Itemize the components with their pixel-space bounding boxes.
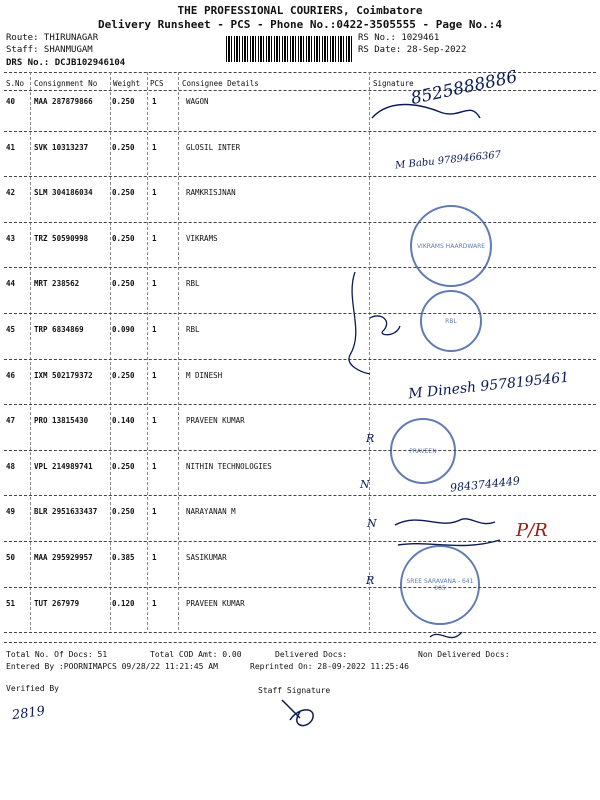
row-weight: 0.250 [112,142,135,152]
row-consignee: PRAVEEN KUMAR [186,598,245,608]
row-consignment: MRT 238562 [34,279,80,289]
row-consignee: SASIKUMAR [186,553,227,562]
non-delivered-docs: Non Delivered Docs: [418,650,510,659]
row-pcs: 1 [152,416,157,426]
row-weight: 0.120 [112,598,135,608]
rubber-stamp: PRAVEEN [390,418,456,484]
handwritten-mark: N [360,478,370,491]
row-consignee: NITHIN TECHNOLOGIES [186,461,272,471]
total-docs: Total No. Of Docs: 51 [6,650,108,659]
row-consignee: PRAVEEN KUMAR [186,416,245,426]
rs-date: RS Date: 28-Sep-2022 [358,45,467,55]
rubber-stamp: RBL [420,290,482,352]
row-weight: 0.140 [112,416,135,426]
row-weight: 0.250 [112,279,135,289]
row-consignee: RBL [186,279,200,289]
row-consignee: WAGON [186,97,209,106]
row-weight: 0.385 [112,553,135,562]
row-weight: 0.250 [112,188,135,198]
row-pcs: 1 [152,233,157,243]
row-pcs: 1 [152,142,157,152]
row-consignee: RAMKRISJNAN [186,188,236,198]
row-weight: 0.250 [112,370,135,380]
staff-signature-label: Staff Signature [258,686,331,695]
handwritten-phone: 8525888886 [409,66,520,110]
row-consignment: TUT 267979 [34,598,80,608]
verified-initials: 2819 [11,703,46,724]
staff-label: Staff: SHANMUGAM [6,45,93,55]
handwritten-pr-mark: P/R [516,520,548,541]
row-consignee: NARAYANAN M [186,507,236,517]
signature-scribble [372,105,480,119]
row-sno: 50 [6,553,16,562]
runsheet-subtitle: Delivery Runsheet - PCS - Phone No.:0422-3505555 - Page No.:4 [98,18,502,31]
row-consignment: PRO 13815430 [34,416,89,426]
col-header-weight: Weight [113,79,141,88]
verified-by-label: Verified By [6,684,59,693]
row-sno: 43 [6,233,16,243]
row-consignment: BLR 2951633437 [34,507,98,517]
handwritten-mark: R [366,432,375,445]
row-sno: 48 [6,461,16,471]
row-consignment: SLM 304186034 [34,188,93,198]
col-header-sno: S.No [6,79,25,88]
row-consignment: VPL 214989741 [34,461,93,471]
row-pcs: 1 [152,370,157,380]
row-consignee: M DINESH [186,370,223,380]
row-weight: 0.090 [112,325,135,334]
row-sno: 41 [6,142,16,152]
rs-number: RS No.: 1029461 [358,33,440,43]
row-sno: 40 [6,97,16,106]
row-consignment: MAA 287879866 [34,97,93,106]
row-consignment: MAA 295929957 [34,553,93,562]
footer-rule [4,642,596,643]
signature-scribble [398,540,500,546]
row-consignee: RBL [186,325,200,334]
runsheet-title: THE PROFESSIONAL COURIERS, Coimbatore [177,4,423,17]
handwritten-mark: R [366,574,375,587]
handwritten-signature: M Babu 9789466367 [394,149,502,172]
col-header-consignment: Consignment No [34,79,98,88]
row-pcs: 1 [152,507,157,517]
drs-number: DRS No.: DCJB102946104 [6,58,126,68]
signature-scribble [370,316,400,335]
row-sno: 45 [6,325,16,334]
row-consignment: IXM 502179372 [34,370,93,380]
handwritten-signature: M Dinesh 9578195461 [407,369,570,403]
row-consignment: TRZ 50590998 [34,233,89,243]
col-header-pcs: PCS [150,79,164,88]
row-sno: 44 [6,279,16,289]
row-sno: 46 [6,370,16,380]
row-pcs: 1 [152,325,157,334]
route-label: Route: THIRUNAGAR [6,33,99,43]
staff-signature-scribble [282,700,313,726]
row-pcs: 1 [152,553,157,562]
row-weight: 0.250 [112,233,135,243]
reprinted-on: Reprinted On: 28-09-2022 11:25:46 [250,662,409,671]
row-consignment: TRP 6834869 [34,325,84,334]
row-consignee: GLOSIL INTER [186,142,241,152]
row-weight: 0.250 [112,461,135,471]
row-weight: 0.250 [112,97,135,106]
row-pcs: 1 [152,279,157,289]
col-header-signature: Signature [373,79,414,88]
signature-scribble [430,632,462,638]
row-weight: 0.250 [112,507,135,517]
delivered-docs: Delivered Docs: [275,650,348,659]
row-sno: 42 [6,188,16,198]
row-pcs: 1 [152,188,157,198]
handwritten-phone: 9843744449 [449,474,521,495]
row-pcs: 1 [152,598,157,608]
entered-by: Entered By :POORNIMAPCS 09/28/22 11:21:45 AM [6,662,218,671]
signature-scribble [395,519,495,525]
signature-scribble [349,272,370,374]
row-pcs: 1 [152,97,157,106]
row-sno: 47 [6,416,16,426]
handwritten-mark: N [367,517,377,530]
rubber-stamp: SREE SARAVANA - 641 005 [400,545,480,625]
row-sno: 51 [6,598,16,608]
total-cod: Total COD Amt: 0.00 [150,650,242,659]
row-pcs: 1 [152,461,157,471]
row-consignee: VIKRAMS [186,233,218,243]
row-sno: 49 [6,507,16,517]
row-consignment: SVK 10313237 [34,142,89,152]
col-header-consignee: Consignee Details [182,79,259,88]
rubber-stamp: VIKRAMS HAARDWARE [410,205,492,287]
